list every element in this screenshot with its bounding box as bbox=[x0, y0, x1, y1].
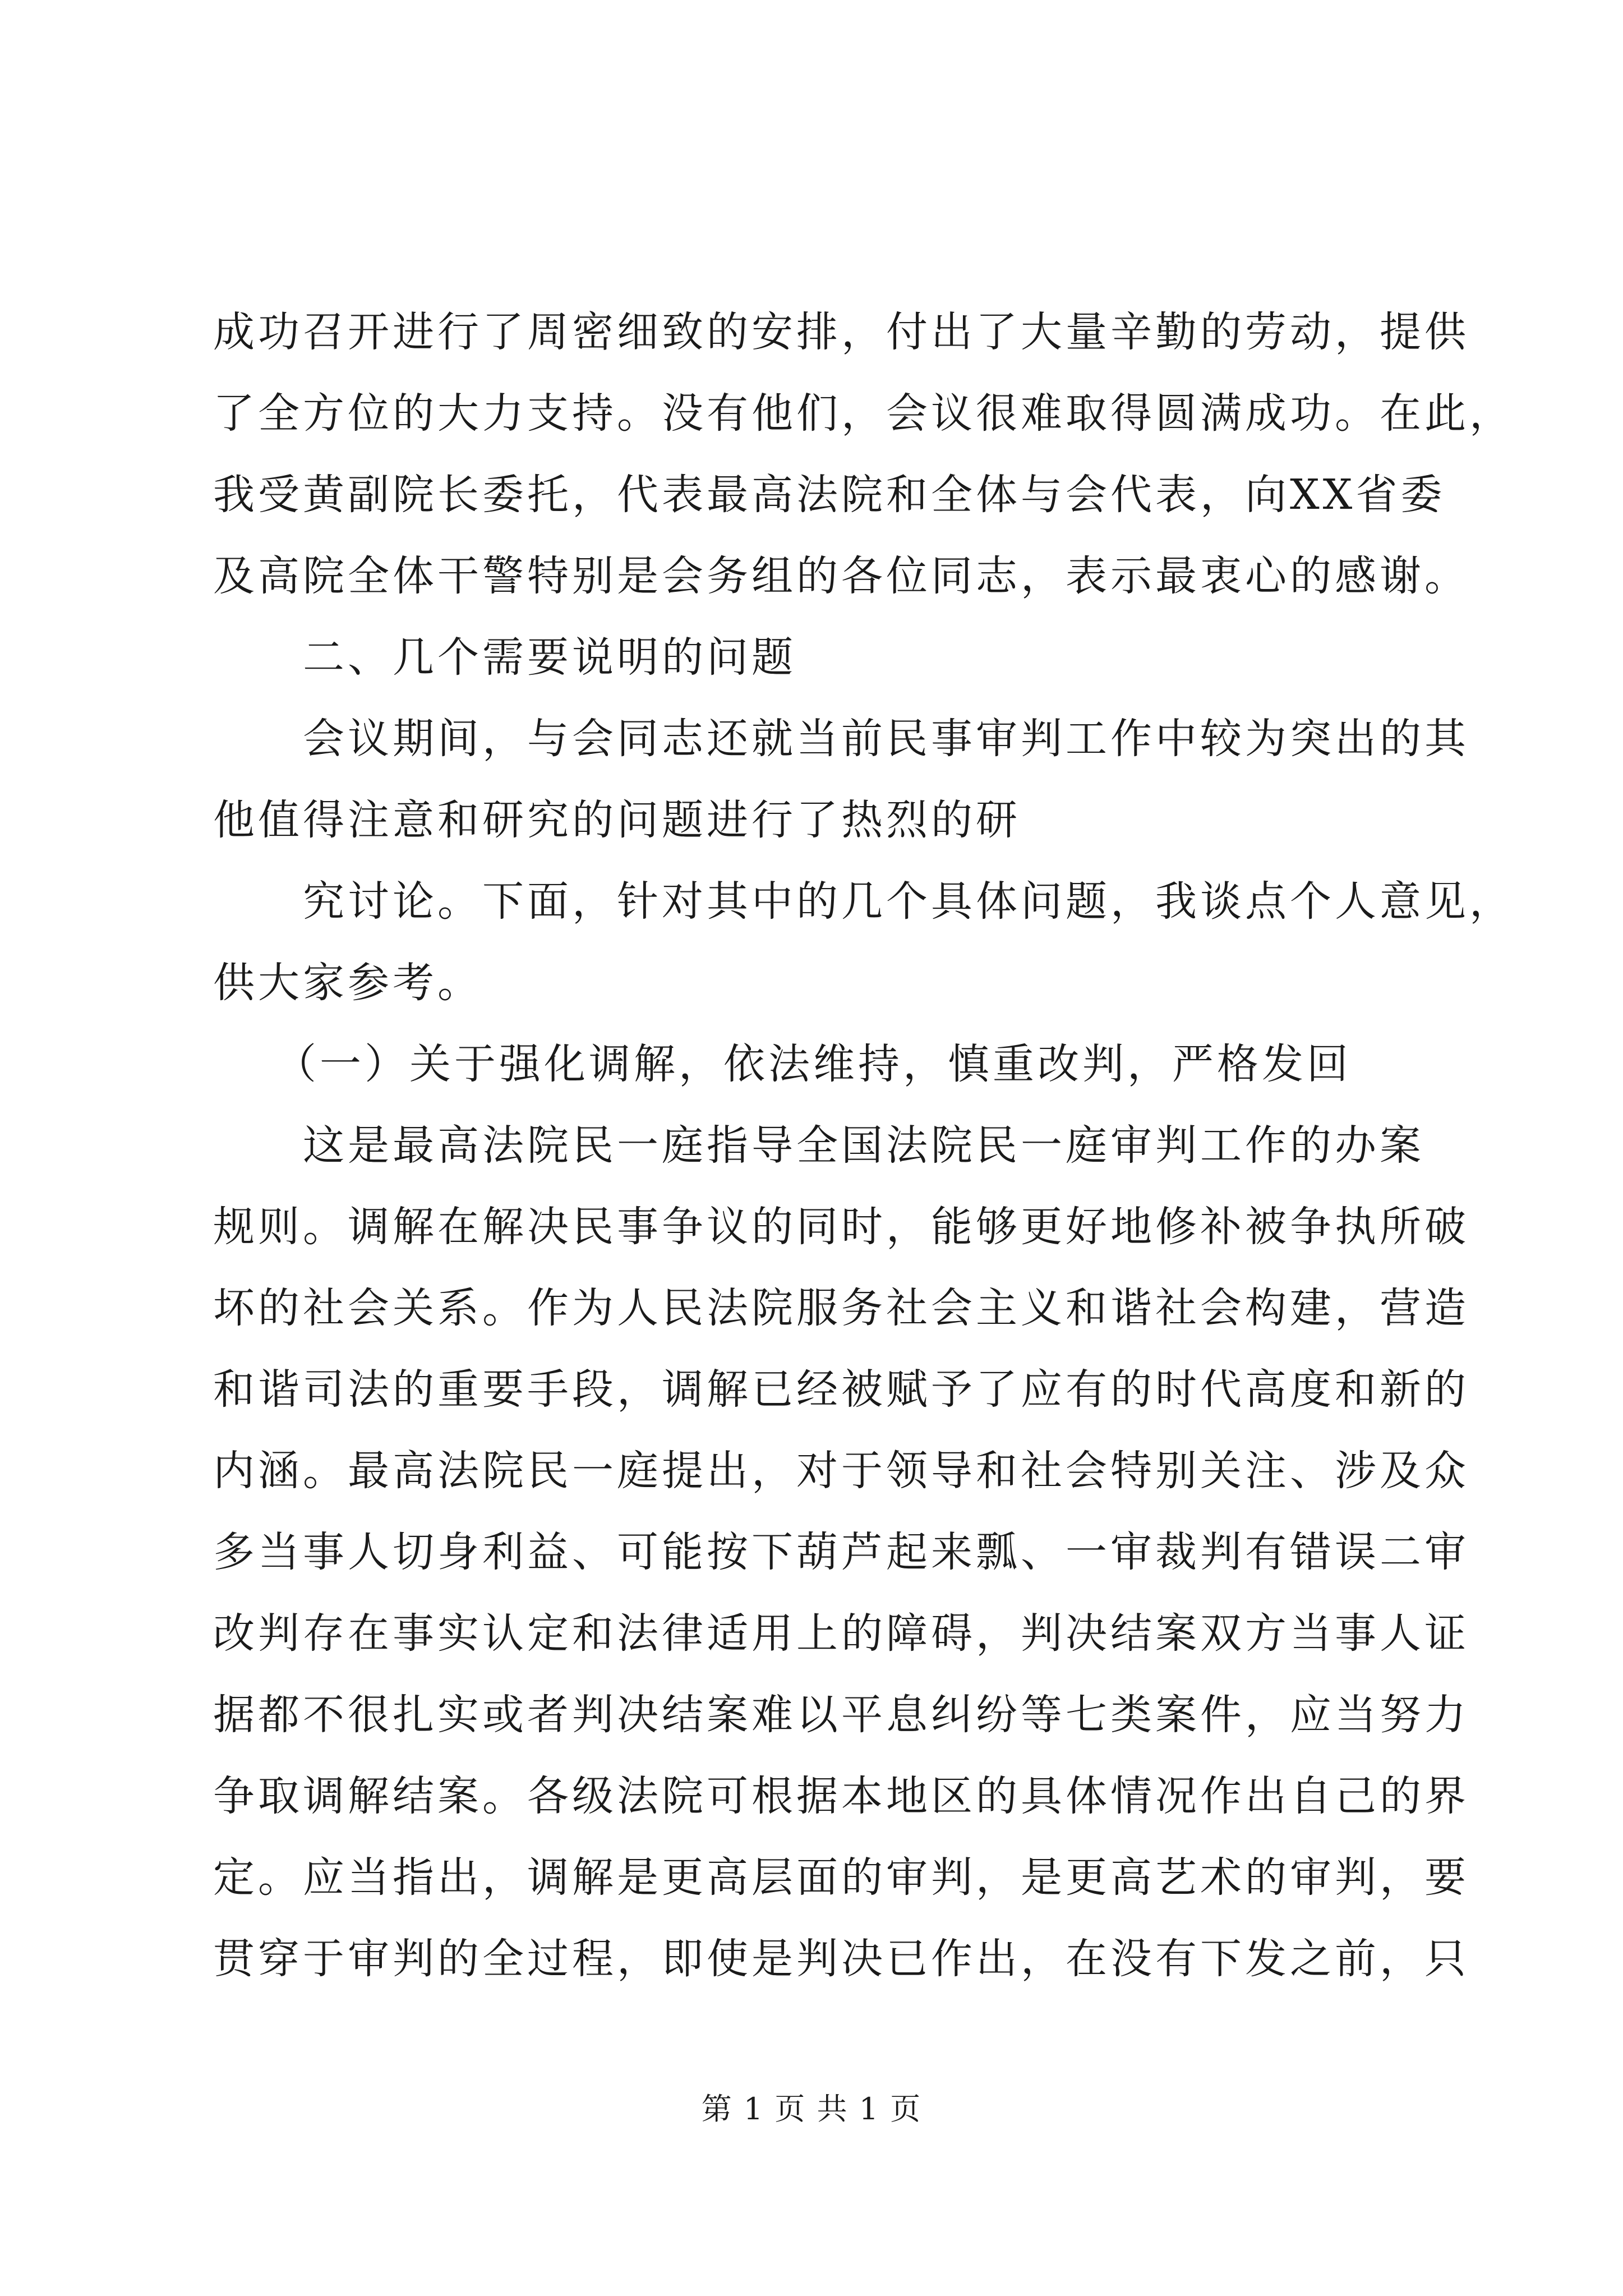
page-number-footer: 第 1 页 共 1 页 bbox=[701, 2091, 922, 2127]
body-line: 和谐司法的重要手段，调解已经被赋予了应有的时代高度和新的 bbox=[213, 1365, 1469, 1414]
body-line: 据都不很扎实或者判决结案难以平息纠纷等七类案件，应当努力 bbox=[213, 1691, 1469, 1739]
body-line: 改判存在事实认定和法律适用上的障碍，判决结案双方当事人证 bbox=[213, 1609, 1469, 1658]
body-line: 究讨论。下面，针对其中的几个具体问题，我谈点个人意见， bbox=[303, 877, 1514, 926]
document-body bbox=[213, 292, 1514, 2000]
body-line: 坏的社会关系。作为人民法院服务社会主义和谐社会构建，营造 bbox=[213, 1284, 1469, 1332]
body-line: 他值得注意和研究的问题进行了热烈的研 bbox=[213, 796, 1021, 844]
body-line: 供大家参考。 bbox=[213, 959, 482, 1007]
body-line: 了全方位的大力支持。没有他们，会议很难取得圆满成功。在此， bbox=[213, 389, 1514, 438]
body-line: 规则。调解在解决民事争议的同时，能够更好地修补被争执所破 bbox=[213, 1203, 1469, 1251]
body-line: 会议期间，与会同志还就当前民事审判工作中较为突出的其 bbox=[303, 715, 1469, 763]
body-line: 争取调解结案。各级法院可根据本地区的具体情况作出自己的界 bbox=[213, 1772, 1469, 1820]
body-line: 及高院全体干警特别是会务组的各位同志，表示最衷心的感谢。 bbox=[213, 552, 1469, 600]
body-line: 成功召开进行了周密细致的安排，付出了大量辛勤的劳动，提供 bbox=[213, 308, 1469, 356]
body-line: 多当事人切身利益、可能按下葫芦起来瓢、一审裁判有错误二审 bbox=[213, 1528, 1469, 1576]
body-line: 我受黄副院长委托，代表最高法院和全体与会代表，向XX省委 bbox=[213, 471, 1446, 519]
subsection-heading: （一）关于强化调解，依法维持，慎重改判，严格发回 bbox=[275, 1040, 1352, 1088]
body-line: 贯穿于审判的全过程，即使是判决已作出，在没有下发之前，只 bbox=[213, 1935, 1469, 1983]
section-heading: 二、几个需要说明的问题 bbox=[303, 633, 796, 682]
body-line: 这是最高法院民一庭指导全国法院民一庭审判工作的办案 bbox=[303, 1121, 1424, 1170]
body-line: 定。应当指出，调解是更高层面的审判，是更高艺术的审判，要 bbox=[213, 1853, 1469, 1902]
body-line: 内涵。最高法院民一庭提出，对于领导和社会特别关注、涉及众 bbox=[213, 1447, 1469, 1495]
